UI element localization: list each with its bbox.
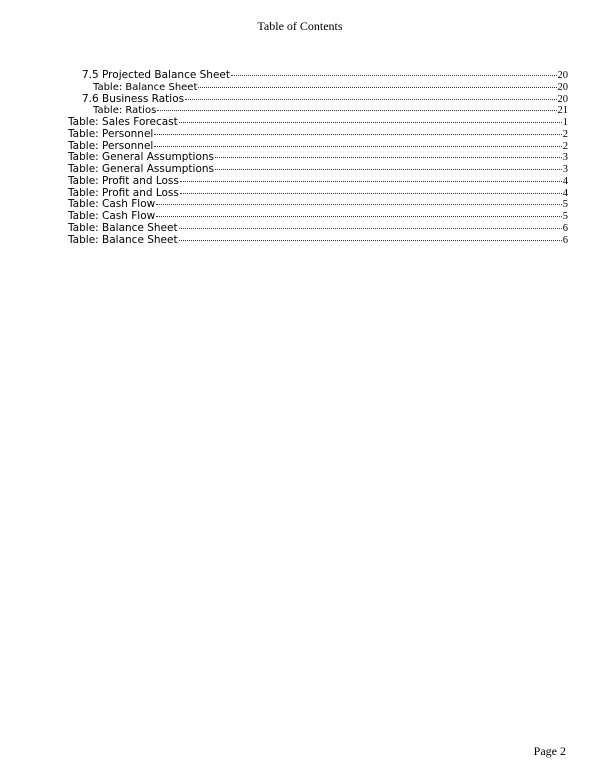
toc-page-number: 5 [562, 211, 568, 222]
toc-entry-label: Table: General Assumptions [68, 151, 215, 164]
toc-entry-label: Table: Personnel [68, 139, 154, 152]
toc-page-number: 6 [562, 222, 568, 234]
toc-page-number: 3 [562, 164, 568, 175]
toc-entry[interactable] [68, 117, 568, 129]
toc-dot-leader [156, 216, 562, 217]
toc-page-number: 20 [557, 93, 568, 105]
toc-page-number: 2 [562, 140, 568, 152]
toc-entry-label: 7.5 Projected Balance Sheet [82, 69, 230, 81]
table-of-contents [68, 70, 568, 246]
page-header: Table of Contents [257, 19, 343, 33]
toc-page-number: 2 [562, 128, 568, 140]
toc-dot-leader [198, 87, 556, 88]
toc-entry-label: Table: Ratios [93, 105, 157, 117]
toc-dot-leader [157, 110, 556, 111]
toc-entry-label: Table: Balance Sheet [93, 81, 198, 93]
toc-entry-label: Table: Sales Forecast [68, 116, 178, 128]
toc-entry[interactable] [68, 164, 568, 176]
toc-entry-label: Table: Balance Sheet [68, 233, 178, 246]
toc-entry-label: Table: Cash Flow [68, 198, 156, 211]
toc-dot-leader [154, 146, 561, 147]
toc-entry[interactable] [68, 235, 568, 247]
toc-dot-leader [231, 75, 557, 76]
toc-dot-leader [215, 157, 562, 158]
toc-entry[interactable] [68, 70, 568, 82]
toc-entry[interactable] [68, 94, 568, 106]
toc-entry[interactable] [68, 129, 568, 141]
toc-entry[interactable] [68, 211, 568, 223]
toc-dot-leader [215, 169, 562, 170]
toc-page-number: 20 [557, 70, 568, 81]
toc-page-number: 6 [562, 234, 568, 246]
toc-dot-leader [180, 193, 562, 194]
toc-entry[interactable] [68, 176, 568, 188]
toc-dot-leader [179, 122, 562, 123]
toc-entry-label: Table: Personnel [68, 127, 154, 140]
toc-entry-label: 7.6 Business Ratios [82, 92, 185, 105]
toc-page-number: 4 [562, 175, 568, 187]
toc-dot-leader [156, 204, 562, 205]
toc-dot-leader [179, 228, 562, 229]
page-number-footer: Page 2 [533, 744, 566, 758]
toc-dot-leader [154, 134, 561, 135]
toc-page-number: 5 [562, 199, 568, 211]
toc-dot-leader [185, 99, 556, 100]
toc-entry[interactable] [68, 82, 568, 94]
toc-page-number: 1 [562, 117, 568, 128]
toc-entry-label: Table: Balance Sheet [68, 221, 178, 234]
toc-entry-label: Table: Profit and Loss [68, 174, 179, 187]
toc-page-number: 3 [562, 152, 568, 164]
toc-entry[interactable] [68, 223, 568, 235]
toc-entry-label: Table: Profit and Loss [68, 186, 179, 199]
toc-dot-leader [179, 240, 562, 241]
toc-page-number: 21 [557, 105, 568, 117]
toc-page-number: 4 [562, 187, 568, 199]
toc-entry-label: Table: General Assumptions [68, 163, 215, 175]
toc-dot-leader [180, 181, 562, 182]
toc-page-number: 20 [557, 81, 568, 93]
toc-entry-label: Table: Cash Flow [68, 210, 156, 222]
